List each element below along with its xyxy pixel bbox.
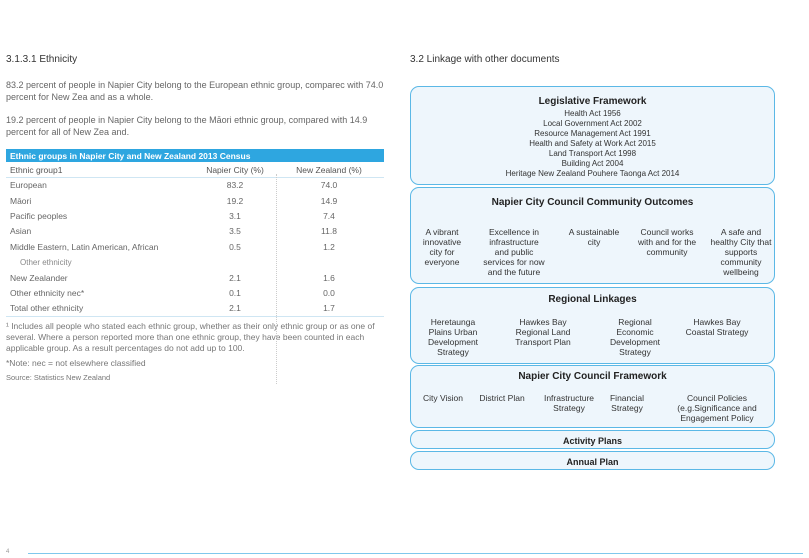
community-outcomes-box: [410, 187, 775, 284]
framework-item: Council Policies (e.g.Significance and Engagement Policy: [677, 393, 757, 423]
napier-value: [196, 254, 274, 269]
napier-value: 3.1: [229, 210, 241, 221]
act-item: Health Act 1956: [564, 109, 621, 118]
page-number: 4: [6, 549, 10, 555]
nz-value: 1.6: [323, 272, 335, 283]
box-title: Napier City Council Community Outcomes: [491, 197, 694, 208]
box-title: Regional Linkages: [548, 294, 637, 305]
table-title: Ethnic groups in Napier City and New Zealand 2013 Census: [6, 149, 384, 162]
napier-value: 83.2: [226, 180, 244, 191]
napier-value: 0.1: [229, 287, 241, 298]
table-row: [6, 178, 384, 193]
table-row: [6, 270, 384, 285]
linkage-item: Hawkes Bay Coastal Strategy: [685, 317, 749, 337]
row-label: European: [10, 180, 47, 191]
napier-value: 19.2: [226, 195, 244, 206]
table-row: [6, 239, 384, 254]
legislative-framework-box: [410, 86, 775, 185]
outcome-item: A vibrant innovative city for everyone: [422, 227, 462, 267]
linkage-item: Regional Economic Development Strategy: [609, 317, 661, 357]
section-title: 3.1.3.1 Ethnicity: [6, 54, 78, 65]
table-row: [6, 301, 384, 316]
napier-value: 2.1: [229, 272, 241, 283]
act-item: Heritage New Zealand Pouhere Taonga Act 2014: [505, 169, 680, 178]
nz-value: 14.9: [320, 195, 338, 206]
row-label: Pacific peoples: [10, 210, 68, 221]
paragraph-maori: 19.2 percent of people in Napier City belong to the Māori ethnic group, compared with 14.9 percent for all of New Zea and.: [6, 115, 368, 137]
framework-item: District Plan: [479, 393, 525, 403]
table-row: [6, 254, 384, 269]
paragraph-european: 83.2 percent of people in Napier City belong to the European ethnic group, comparec with 74.0 percent for New Zea and as a whole.: [6, 80, 384, 102]
napier-value: 2.1: [196, 301, 274, 316]
ethnic-groups-table: [6, 162, 384, 317]
table-row: [6, 285, 384, 300]
table-row: [6, 208, 384, 223]
outcome-item: A safe and healthy City that supports community wellbeing: [710, 227, 772, 277]
column-header: Ethnic group1: [6, 162, 196, 178]
box-title: Activity Plans: [562, 436, 623, 446]
source-note: Source: Statistics New Zealand: [6, 372, 111, 382]
footer-rule: [28, 553, 803, 554]
nz-value: 7.4: [323, 210, 335, 221]
act-item: Local Government Act 2002: [543, 119, 642, 128]
framework-item: City Vision: [423, 393, 463, 403]
act-item: Resource Management Act 1991: [534, 129, 651, 138]
napier-value: 0.5: [229, 241, 241, 252]
nz-value: 11.8: [321, 226, 337, 237]
column-header: Napier City (%): [196, 162, 274, 178]
regional-linkages-box: [410, 287, 775, 364]
nz-value: 0.0: [323, 287, 335, 298]
linkage-item: Hawkes Bay Regional Land Transport Plan: [515, 317, 571, 347]
box-title: Annual Plan: [566, 457, 619, 467]
framework-item: Infrastructure Strategy: [543, 393, 595, 413]
row-label: Māori: [10, 195, 32, 206]
row-label: Other ethnicity nec*: [10, 287, 85, 298]
box-title: Napier City Council Framework: [518, 371, 667, 382]
linkage-item: Heretaunga Plains Urban Development Strategy: [427, 317, 479, 357]
activity-plans-box: [410, 430, 775, 449]
row-label: Other ethnicity: [20, 257, 72, 267]
row-label: New Zealander: [10, 272, 68, 283]
footnote: ¹ Includes all people who stated each ethnic group, whether as their only ethnic group or as one of several. Where a person reported more than one ethnic group, they have been counted in each applicable group. As a result percentages do not add up to 100.: [6, 320, 375, 353]
nz-value: 1.7: [274, 301, 384, 316]
table-row: [6, 193, 384, 208]
section-title-linkage: 3.2 Linkage with other documents: [410, 54, 560, 65]
annual-plan-box: [410, 451, 775, 470]
footnote-nec: *Note: nec = not elsewhere classified: [6, 357, 146, 368]
council-framework-box: [410, 365, 775, 428]
outcome-item: Council works with and for the community: [637, 227, 697, 257]
table-row: [6, 224, 384, 239]
act-item: Building Act 2004: [561, 159, 624, 168]
row-label: Middle Eastern, Latin American, African: [10, 241, 159, 252]
column-header: New Zealand (%): [274, 162, 384, 178]
nz-value: 74.0: [320, 180, 338, 191]
act-item: Health and Safety at Work Act 2015: [529, 139, 656, 148]
ethnicity-section: [6, 54, 384, 383]
nz-value: [274, 254, 384, 269]
dotted-divider: [276, 174, 277, 384]
framework-item: Financial Strategy: [609, 393, 645, 413]
row-label: Asian: [10, 226, 32, 237]
box-title: Legislative Framework: [538, 96, 647, 107]
outcome-item: A sustainable city: [568, 227, 620, 247]
outcome-item: Excellence in infrastructure and public services for now and the future: [483, 227, 545, 277]
napier-value: 3.5: [229, 226, 241, 237]
row-label: Total other ethnicity: [6, 301, 196, 316]
act-item: Land Transport Act 1998: [548, 149, 637, 158]
nz-value: 1.2: [323, 241, 335, 252]
